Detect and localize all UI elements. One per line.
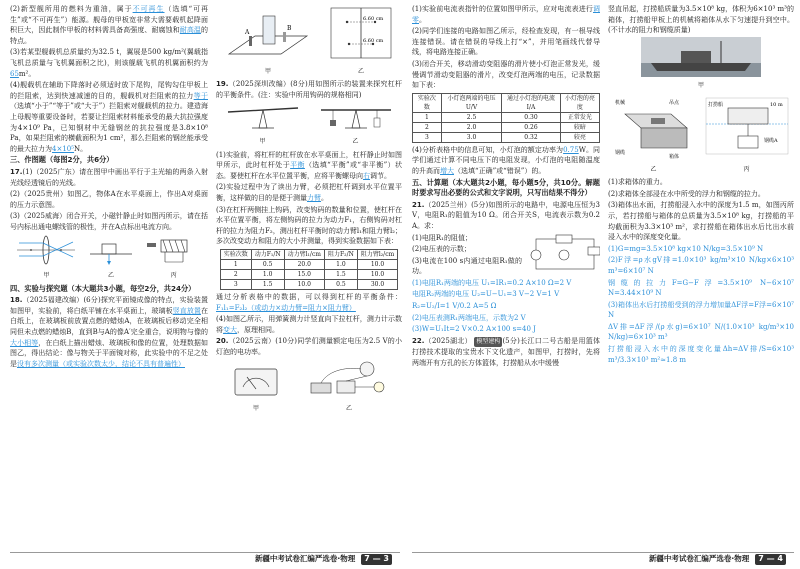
box-diagram bbox=[613, 94, 695, 160]
label-diaodian: 吊点 bbox=[668, 99, 679, 106]
q19-conclusion: 通过分析表格中的数据，可以得到杠杆的平衡条件：F₁l₁=F₂l₂（或动力×动力臂=阻力×阻力臂） bbox=[216, 292, 402, 312]
column-4 bbox=[608, 4, 794, 366]
q22-part1: (1)求箱体的重力。 bbox=[608, 178, 667, 187]
mirror-setup-diagram bbox=[225, 6, 311, 62]
q-cont-3: (3)若某型舰载机总质量约为32.5 t，翼展是500 kg/m²(翼载指飞机总质量与飞机翼面积之比)，则该舰载飞机的机翼面积约为65m²。 bbox=[10, 48, 208, 78]
q20-part4: (4)分析表格中的信息可知，小灯泡的额定功率为0.75W。同学们通过计算不同电压下的电阻发现，小灯泡的电阻随温度的升高而增大（选填“正确”或“错误”）的。 bbox=[412, 145, 600, 175]
q20-part3: (3)闭合开关，移动滑动变阻器的滑片使小灯泡正常发光，缓慢调节滑动变阻器的滑片，改变灯泡两端的电压，记录数据如下表： bbox=[412, 59, 600, 90]
mirror-figures bbox=[216, 6, 402, 77]
lever-data-table bbox=[220, 249, 399, 290]
lift-diagram bbox=[704, 94, 790, 160]
column-1 bbox=[10, 4, 208, 370]
distance-label-2: 6.60 cm bbox=[363, 38, 384, 44]
q21-subquestions: (1)电阻R₁的阻值； (2)电压表的示数； (3)电流在100 s内通过电阻R₁做的功。 bbox=[412, 233, 522, 276]
section-5-title: 五、计算题（本大题共2小题，每小题5分，共10分。解题时要求写出必要的公式和文字说明，只写出结果不得分） bbox=[412, 177, 600, 198]
footer-right-page: 7 — 4 bbox=[755, 554, 786, 565]
figure-ship: 甲 bbox=[608, 37, 794, 92]
figure-circuit: 乙 bbox=[309, 359, 389, 414]
q-cont-4: (4)舰载机在辅助下降落时必须适时放下尾钩，尾钩勾住甲板上的拦阻索，达到快速减速的目的，舰载机对拦阻索的拉力等于（选填“小于”“等于”或“大于”）拦阻索对舰载机的拉力。建造海上母舰等重要设备时，若要让拦阻索材料能承受的最大抗拉强度为4×10⁹ Pa，已知钢材中无缝钢丝的抗拉强度是3.8×10⁸ Pa，如果拦阻索的横截面积为1 cm²，那么拦阻索的钢丝能承受的最大拉力为4×10⁵N。 bbox=[10, 81, 209, 153]
block-diagram bbox=[88, 236, 134, 266]
column-3 bbox=[412, 4, 600, 370]
table-row: 2 1.0 15.0 1.5 10.0 bbox=[220, 269, 398, 279]
circuit-figures bbox=[216, 359, 402, 414]
figure-lever-2: 乙 bbox=[317, 102, 395, 147]
lever-figures bbox=[216, 102, 402, 147]
figure-mirror-data: 6.60 cm 6.60 cm 乙 bbox=[329, 6, 393, 77]
q-cont-2: (2)新型舰所用的燃料为重油，属于不可再生（选填“可再生”或“不可再生”）能源。舰母的甲板宽非常大需要载机起降面积巨大，因此制作甲板的材料需具备高强度、耐腐蚀和耐高温的特点。 bbox=[10, 5, 209, 45]
table-row: 2 2.0 0.26 较暗 bbox=[413, 122, 600, 132]
section-3-title: 三、作图题（每图2分，共6分） bbox=[10, 155, 114, 165]
ship-photo bbox=[641, 37, 761, 77]
table-header-row: 实验次数 小灯泡两端的电压U/V 通过小灯泡的电流I/A 小灯泡的亮度 bbox=[413, 93, 600, 112]
label-dalaochuan: 打捞船 bbox=[707, 101, 723, 108]
lens-diagram bbox=[15, 234, 77, 266]
section-4-title: 四、实验与探究题（本大题共3小题，每空2分，共24分） bbox=[10, 283, 196, 293]
solenoid-diagram bbox=[145, 234, 203, 266]
figure-mirror-setup: A B 甲 bbox=[225, 6, 311, 77]
table-row: 3 3.0 0.32 较亮 bbox=[413, 132, 600, 142]
q22-part3: (3)箱体出水面，打捞船浸入水中的深度为1.5 m，如图丙所示，若打捞船与箱体的总质量为3.5×10⁸ kg，打捞船的平均截面积为3.3×10³ m²，求打捞船在箱体出水后比出水前浸入水中的深度变化量。 bbox=[608, 201, 794, 242]
label-gangxian-a: 钢缆A bbox=[763, 137, 778, 144]
bulb-data-table bbox=[412, 93, 600, 143]
table-header-row: 实验次数 动力F₁/N 动力臂l₁/cm 阻力F₂/N 阻力臂l₂/cm bbox=[220, 249, 398, 259]
footer-right bbox=[412, 552, 794, 566]
q20-part2: (2)同学们连接的电路如图乙所示，经检查发现，有一根导线连接错误。请在错误的导线上打“×”，并用笔画线代替导线，将电路连接正确。 bbox=[412, 27, 600, 57]
q22-part2: (2)求箱体全部浸在水中所受的浮力和钢缆的拉力。 bbox=[608, 189, 765, 198]
q21-body bbox=[412, 233, 600, 278]
footer-left-page: 7 — 3 bbox=[361, 554, 392, 565]
figure-lift: 打捞船 钢缆A 10 m 丙 bbox=[704, 94, 790, 175]
q17-figures bbox=[10, 234, 208, 281]
q21-solution: (1)电阻R₁两端的电压 U₁=IR₁=0.2 A×10 Ω=2 V 电阻R₂两端的电压 U₂=U−U₁=3 V−2 V=1 V R₂=U₂/I=1 V/0.2 A=5 Ω (2)电压表测R₁两端电压，示数为2 V (3)W=U₁It=2 V×0.2 A×100 s=40 J bbox=[412, 278, 572, 334]
footer-left bbox=[10, 552, 400, 566]
distance-label-1: 6.60 cm bbox=[363, 16, 384, 22]
q22-solution: (1)G=mg=3.5×10⁸ kg×10 N/kg=3.5×10⁹ N (2)F浮=ρ水gV排=1.0×10³ kg/m³×10 N/kg×6×10³ m³=6×10⁷ N 钢缆的拉力F=G−F浮=3.5×10⁹ N−6×10⁷ N=3.44×10⁹ N (3)箱体出水后打捞船受到的浮力增加量ΔF浮=F浮=6×10⁷ N ΔV排=ΔF浮/(ρ水g)=6×10⁷ N/(1.0×10³ kg/m³×10 N/kg)=6×10³ m³ 打捞船浸入水中的深度变化量Δh=ΔV排/S=6×10³ m³/3.3×10³ m²≈1.8 m bbox=[608, 244, 794, 364]
figure-box: 机械 吊点 钢缆 箱体 乙 bbox=[613, 94, 695, 175]
label-depth: 10 m bbox=[769, 101, 783, 108]
lever-diagram-1 bbox=[224, 102, 302, 132]
q19-part3: (3)在杠杆两侧挂上钩码，改变钩码的数量和位置，使杠杆在水平位置平衡，将左侧钩码的拉力为动力F₁，右侧钩码对杠杆的拉力为阻力F₂，测出杠杆平衡时的动力臂l₁和阻力臂l₂；多次改变动力和阻力的大小并测量，得到实验数据如下表： bbox=[216, 205, 402, 246]
label-jixie: 机械 bbox=[614, 99, 625, 106]
q19: 19.（2025深圳改编）(8分)用如图所示的装置来探究杠杆的平衡条件。(注：实验中所用钩码的规格相同) bbox=[216, 80, 402, 99]
svg-text:B: B bbox=[287, 25, 292, 32]
table-row: 1 0.5 20.0 1.0 10.0 bbox=[220, 259, 398, 269]
q22: 22.（2025湖北） 模型建构 (5分)长江口二号古船是用篮体打捞技术提取的宝贵水下文化遗产，如图甲，打捞时，先将两端开有方孔的长方体篮体，打捞船从水中缓慢 bbox=[412, 336, 600, 368]
q20: 20.（2025云南）(10分)同学们测量额定电压为2.5 V的小灯泡的电功率。 bbox=[216, 337, 402, 356]
label-gangxian: 钢缆 bbox=[614, 149, 625, 156]
lever-diagram-2 bbox=[317, 102, 395, 132]
ammeter-diagram bbox=[229, 365, 283, 399]
table-row: 3 1.5 10.0 0.5 30.0 bbox=[220, 279, 398, 289]
salvage-figures bbox=[608, 94, 794, 175]
figure-lever-1: 甲 bbox=[224, 102, 302, 147]
column-2 bbox=[216, 4, 402, 417]
model-tag: 模型建构 bbox=[474, 337, 502, 348]
figure-solenoid: 丙 bbox=[145, 234, 203, 281]
q17-part2: (2)（2025贵州）如图乙，物体A在水平桌面上，作出A对桌面的压力示意图。 bbox=[10, 190, 208, 209]
q20-part1: (1)实验前电流表指针的位置如图甲所示，应对电流表进行调零。 bbox=[412, 5, 600, 24]
circuit-diagram bbox=[309, 359, 389, 399]
figure-lens: 甲 bbox=[15, 234, 77, 281]
q19-part2: (2)实验过程中为了读出力臂，必须把杠杆调到水平位置平衡，这样做的目的是便于测量力臂。 bbox=[216, 183, 402, 202]
q17-part1: 17.(1)（2025广东）请在图甲中画出平行于主光轴的两条入射光线经透镜后的光线。 bbox=[10, 167, 208, 187]
footer-right-title: 新疆中考试卷汇编严选卷·物理 bbox=[648, 554, 750, 564]
figure-pressure: 乙 bbox=[88, 236, 134, 281]
svg-text:A: A bbox=[245, 29, 250, 36]
q22-intro: 竖直吊起，打捞船质量为3.5×10⁸ kg，体积为6×10³ m³的箱体，打捞船甲板上的机械将箱体从水下匀速提升到空中。(不计水的阻力和钢缆质量) bbox=[608, 5, 794, 35]
figure-ammeter: 甲 bbox=[229, 365, 283, 414]
q21-circuit-diagram bbox=[530, 233, 600, 275]
q19-part4: (4)如图乙所示，用弹簧测力计竖直向下拉杠杆，测力计示数将变大，原理相同。 bbox=[216, 315, 402, 334]
q21: 21.（2025兰州）(5分)如图所示的电路中，电源电压恒为3 V，电阻R₁的阻值为10 Ω。闭合开关S，电流表示数为0.2 A。求： bbox=[412, 200, 600, 230]
table-row: 1 2.5 0.30 正常发光 bbox=[413, 112, 600, 122]
q18: 18.（2025福建改编）(6分)探究平面镜成像的特点，实验装置如图甲，实验前，将白纸平铺在水平桌面上，玻璃板竖直放置在白纸上，在玻璃板前放置点燃的蜡烛A，在玻璃板后移动完全相同但未点燃的蜡烛B，直到B与A的像A′完全重合，说明物与像的大小相等，在白纸上描出蜡烛、玻璃板和像的位置，处理数据如图乙，得出结论：像与物关于平面镜对称，此实验中的不足之处是没有多次测量（或实验次数太少，结论不具有普遍性） bbox=[10, 296, 208, 368]
footer-left-title: 新疆中考试卷汇编严选卷·物理 bbox=[254, 554, 356, 564]
mirror-data-diagram bbox=[329, 6, 393, 62]
label-xiangti: 箱体 bbox=[668, 153, 679, 160]
q19-part1: (1)实验前，将杠杆的杠杆放在水平桌面上，杠杆静止时如图甲所示，此时杠杆处于平衡（选填“平衡”或“非平衡”）状态。要使杠杆在水平位置平衡，应将平衡螺母向右调节。 bbox=[216, 150, 402, 180]
q17-part3: (3)（2025威海）闭合开关，小磁针静止时如图丙所示，请在括号内标出通电螺线管的极性，并在A点标出电流方向。 bbox=[10, 212, 208, 231]
